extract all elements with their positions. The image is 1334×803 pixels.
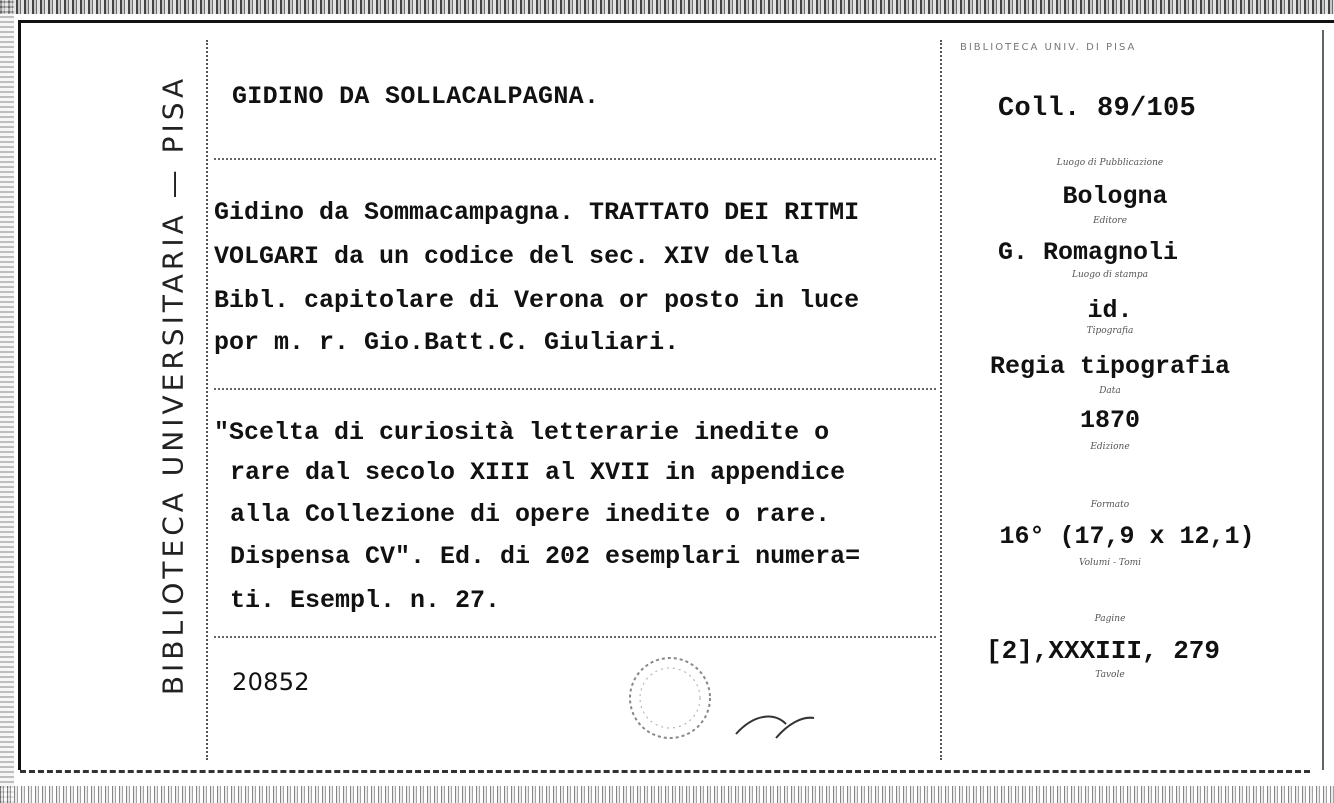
volumes-label: Volumi - Tomi [1078, 558, 1142, 568]
card-border-left [18, 20, 21, 770]
publisher-label: Editore [1093, 216, 1127, 226]
header-faint-text: BIBLIOTECA UNIV. DI PISA [960, 42, 1137, 53]
collocation: Coll. 89/105 [998, 94, 1197, 124]
inventory-stamp [626, 642, 826, 767]
format-value: 16° (17,9 x 12,1) [999, 522, 1255, 551]
card-border-top [18, 20, 1334, 23]
edition-label: Edizione [1090, 442, 1130, 452]
pages-label: Pagine [1094, 614, 1126, 624]
card-bottom-rule [20, 770, 1310, 773]
series-note-line: rare dal secolo XIII al XVII in appendice [230, 458, 846, 487]
series-note-line: Dispensa CV". Ed. di 202 esemplari numera= [230, 542, 861, 571]
description-line: Bibl. capitolare di Verona or posto in luce [214, 286, 860, 315]
printplace-label: Luogo di stampa [1072, 270, 1148, 280]
row-rule-1 [214, 158, 936, 160]
series-note-line: ti. Esempl. n. 27. [230, 586, 501, 615]
library-name: BIBLIOTECA UNIVERSITARIA — PISA [156, 74, 190, 696]
printer-value: Regia tipografia [989, 352, 1231, 381]
date-label: Data [1099, 386, 1121, 396]
publisher-value: G. Romagnoli [997, 238, 1179, 267]
place-label: Luogo di Pubblicazione [1056, 158, 1164, 168]
row-rule-2 [214, 388, 936, 390]
author-heading: GIDINO DA SOLLACALPAGNA. [232, 82, 600, 111]
pages-value: [2],XXXIII, 279 [985, 636, 1221, 666]
plates-label: Tavole [1095, 670, 1125, 680]
scan-edge-top [0, 0, 1334, 14]
column-rule-left [206, 40, 208, 760]
row-rule-3 [214, 636, 936, 638]
place-value: Bologna [1062, 182, 1168, 211]
inventory-number: 20852 [232, 668, 310, 696]
scan-edge-bottom [0, 786, 1334, 803]
format-label: Formato [1090, 500, 1130, 510]
date-value: 1870 [1079, 406, 1140, 435]
series-note-line: alla Collezione di opere inedite o rare. [230, 500, 831, 529]
library-stamp-vertical [148, 50, 198, 720]
scan-edge-left [0, 0, 14, 803]
description-line: Gidino da Sommacampagna. TRATTATO DEI RITMI [214, 198, 860, 227]
description-line: VOLGARI da un codice del sec. XIV della [214, 242, 800, 271]
series-note-line: "Scelta di curiosità letterarie inedite o [214, 418, 830, 447]
scan-edge-right [1322, 30, 1324, 770]
printer-label: Tipografia [1086, 326, 1134, 336]
description-line: por m. r. Gio.Batt.C. Giuliari. [214, 328, 680, 357]
printplace-value: id. [1087, 296, 1133, 325]
column-rule-right [940, 40, 942, 760]
